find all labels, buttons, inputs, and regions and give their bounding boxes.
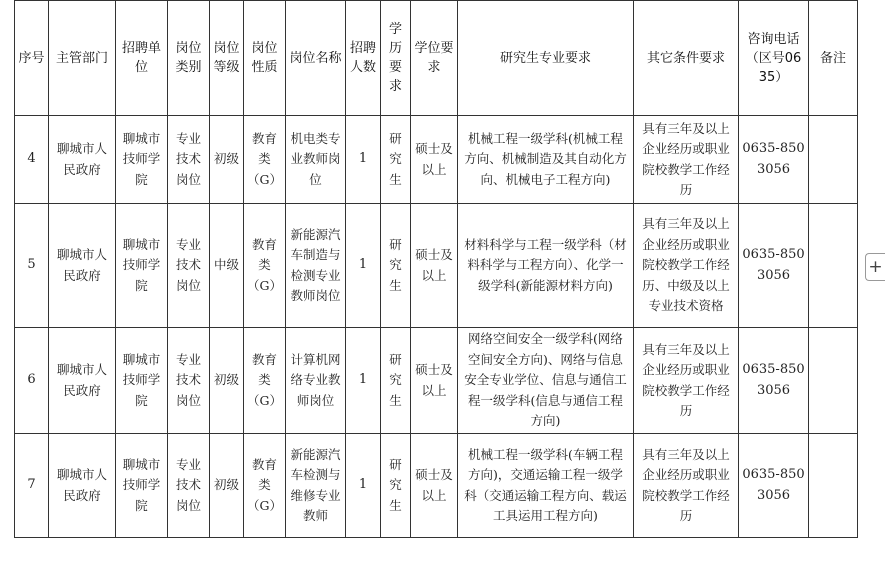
cell-name: 计算机网络专业教师岗位 (286, 328, 346, 434)
cell-category: 专业技术岗位 (168, 116, 210, 204)
table-row (15, 204, 858, 328)
header-degree: 学位要求 (411, 1, 458, 116)
cell-count: 1 (346, 328, 381, 434)
cell-phone: 0635-8503056 (739, 434, 809, 538)
cell-major: 网络空间安全一级学科(网络空间安全方向)、网络与信息安全专业学位、信息与通信工程一级学科(信息与通信工程方向) (458, 328, 634, 434)
cell-degree: 硕士及以上 (411, 116, 458, 204)
cell-dept: 聊城市人民政府 (49, 204, 116, 328)
cell-education: 研究生 (381, 328, 411, 434)
header-major: 研究生专业要求 (458, 1, 634, 116)
cell-education: 研究生 (381, 116, 411, 204)
cell-seq: 6 (15, 328, 49, 434)
cell-dept: 聊城市人民政府 (49, 116, 116, 204)
header-category: 岗位类别 (168, 1, 210, 116)
cell-phone: 0635-8503056 (739, 204, 809, 328)
cell-seq: 5 (15, 204, 49, 328)
cell-name: 机电类专业教师岗位 (286, 116, 346, 204)
table-row (15, 116, 858, 204)
expand-button[interactable] (865, 253, 885, 281)
cell-category: 专业技术岗位 (168, 204, 210, 328)
header-dept: 主管部门 (49, 1, 116, 116)
header-name: 岗位名称 (286, 1, 346, 116)
cell-remark (809, 116, 858, 204)
plus-icon: + (868, 257, 883, 277)
cell-remark (809, 328, 858, 434)
cell-education: 研究生 (381, 434, 411, 538)
cell-nature: 教育类（G） (244, 204, 286, 328)
cell-dept: 聊城市人民政府 (49, 434, 116, 538)
cell-count: 1 (346, 116, 381, 204)
cell-name: 新能源汽车制造与检测专业教师岗位 (286, 204, 346, 328)
cell-category: 专业技术岗位 (168, 434, 210, 538)
table-row (15, 328, 858, 434)
cell-unit: 聊城市技师学院 (116, 434, 168, 538)
cell-name: 新能源汽车检测与维修专业教师 (286, 434, 346, 538)
cell-phone: 0635-8503056 (739, 328, 809, 434)
cell-other: 具有三年及以上企业经历或职业院校教学工作经历、中级及以上专业技术资格 (634, 204, 739, 328)
header-count: 招聘人数 (346, 1, 381, 116)
cell-unit: 聊城市技师学院 (116, 116, 168, 204)
cell-grade: 初级 (210, 434, 244, 538)
cell-education: 研究生 (381, 204, 411, 328)
cell-unit: 聊城市技师学院 (116, 328, 168, 434)
cell-unit: 聊城市技师学院 (116, 204, 168, 328)
header-nature: 岗位性质 (244, 1, 286, 116)
header-row (15, 1, 858, 116)
header-phone: 咨询电话（区号0635） (739, 1, 809, 116)
cell-nature: 教育类（G） (244, 116, 286, 204)
table-row (15, 434, 858, 538)
recruitment-table (14, 0, 858, 538)
cell-degree: 硕士及以上 (411, 204, 458, 328)
cell-grade: 初级 (210, 328, 244, 434)
header-remark: 备注 (809, 1, 858, 116)
cell-major: 机械工程一级学科(车辆工程方向)，交通运输工程一级学科（交通运输工程方向、载运工具运用工程方向) (458, 434, 634, 538)
cell-count: 1 (346, 434, 381, 538)
cell-remark (809, 204, 858, 328)
cell-category: 专业技术岗位 (168, 328, 210, 434)
cell-other: 具有三年及以上企业经历或职业院校教学工作经历 (634, 116, 739, 204)
cell-major: 材料科学与工程一级学科（材料科学与工程方向）、化学一级学科(新能源材料方向) (458, 204, 634, 328)
cell-other: 具有三年及以上企业经历或职业院校教学工作经历 (634, 434, 739, 538)
header-grade: 岗位等级 (210, 1, 244, 116)
cell-degree: 硕士及以上 (411, 328, 458, 434)
cell-phone: 0635-8503056 (739, 116, 809, 204)
cell-major: 机械工程一级学科(机械工程方向、机械制造及其自动化方向、机械电子工程方向) (458, 116, 634, 204)
cell-nature: 教育类（G） (244, 328, 286, 434)
cell-count: 1 (346, 204, 381, 328)
cell-seq: 7 (15, 434, 49, 538)
cell-nature: 教育类（G） (244, 434, 286, 538)
cell-dept: 聊城市人民政府 (49, 328, 116, 434)
cell-other: 具有三年及以上企业经历或职业院校教学工作经历 (634, 328, 739, 434)
cell-seq: 4 (15, 116, 49, 204)
cell-remark (809, 434, 858, 538)
header-unit: 招聘单位 (116, 1, 168, 116)
cell-degree: 硕士及以上 (411, 434, 458, 538)
header-education: 学历要求 (381, 1, 411, 116)
header-seq: 序号 (15, 1, 49, 116)
cell-grade: 初级 (210, 116, 244, 204)
header-other: 其它条件要求 (634, 1, 739, 116)
cell-grade: 中级 (210, 204, 244, 328)
